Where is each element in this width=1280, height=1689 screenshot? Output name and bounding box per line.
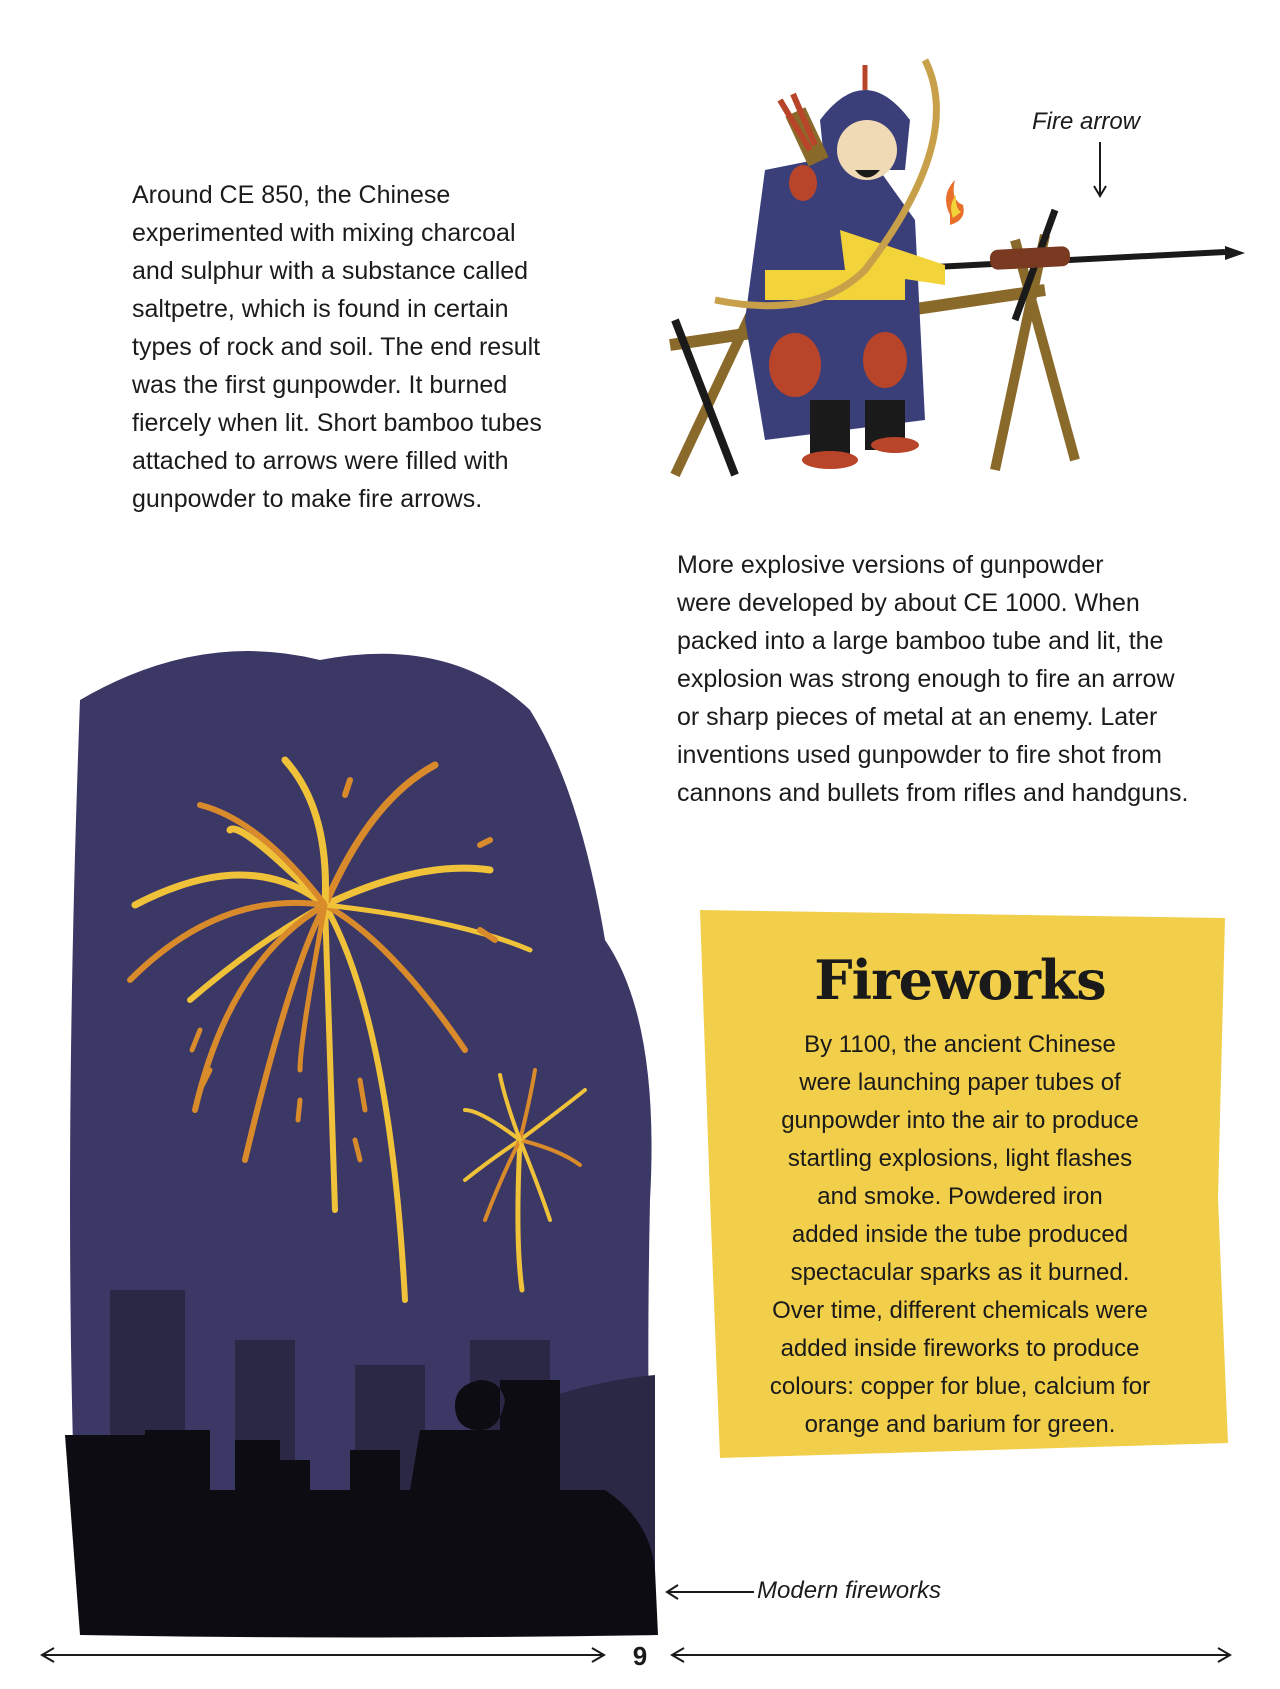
warrior-head: [820, 65, 910, 180]
modern-fireworks-label: Modern fireworks: [757, 1577, 942, 1604]
fire-arrow-pointer-icon: [1090, 140, 1110, 200]
warrior-illustration: [615, 20, 1245, 490]
fireworks-paragraph: By 1100, the ancient Chinese were launching paper tubes of gunpowder into the air to produce startling explosions, light flashes and smoke. Powdered iron added inside the tube produced spectacular sparks as it burned. Over time, different chemicals were added inside fireworks to produce colours: copper for blue, calcium for orange and barium for green.: [769, 1031, 1151, 1438]
fireworks-heading: Fireworks: [814, 948, 1106, 1012]
fire-arrow-label: Fire arrow: [1032, 108, 1141, 135]
left-arrow-icon: [662, 1580, 758, 1604]
fireworks-info-box: [690, 898, 1230, 1458]
intro-paragraph: Around CE 850, the Chinese experimented with mixing charcoal and sulphur with a substance called saltpetre, which is found in certain types of rock and soil. The end result was the first gunpowder. It burned fiercely when lit. Short bamboo tubes attached to arrows were filled with gunpowder to make fire arrows.: [132, 181, 542, 513]
page-number: 9: [632, 1641, 648, 1671]
explosive-paragraph: More explosive versions of gunpowder were developed by about CE 1000. When packed into a large bamboo tube and lit, the explosion was strong enough to fire an arrow or sharp pieces of metal at an enemy. Later inventions used gunpowder to fire shot from cannons and bullets from rifles and handguns.: [677, 551, 1189, 807]
fire-arrow: [915, 246, 1245, 270]
fireworks-illustration: [60, 640, 660, 1640]
flame: [946, 180, 964, 225]
